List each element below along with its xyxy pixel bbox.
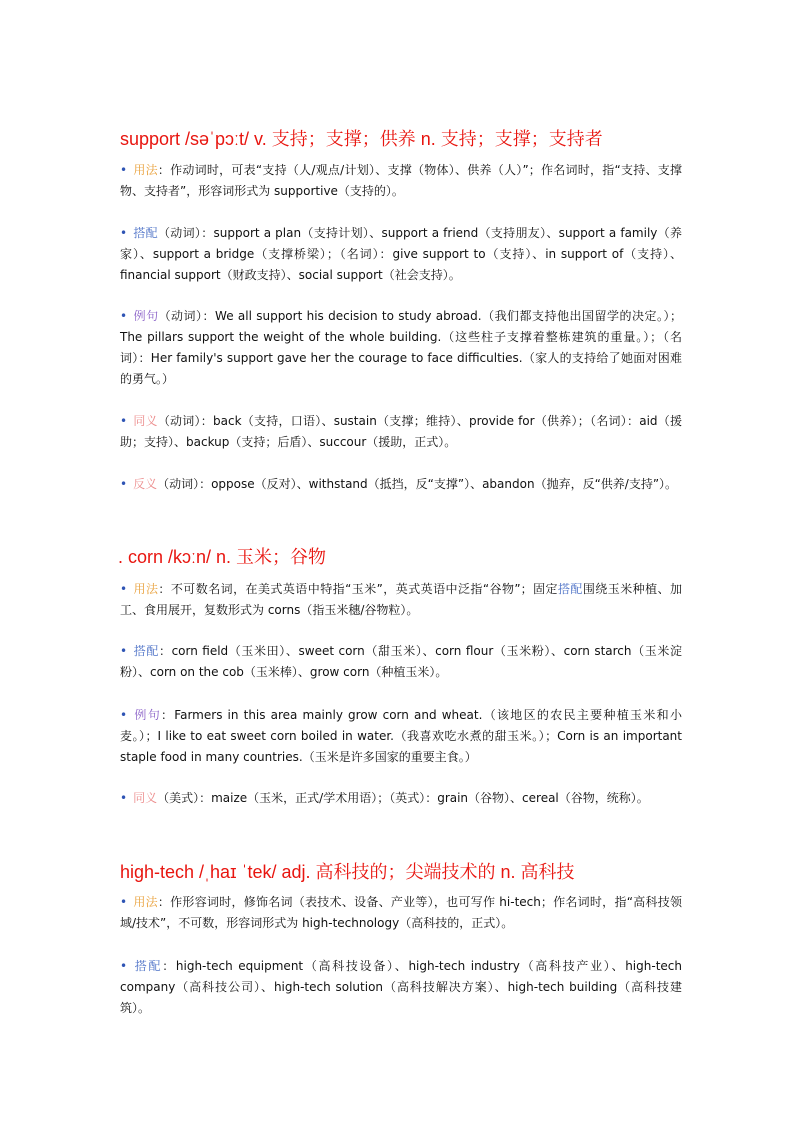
example-text: ：Farmers in this area mainly grow corn and wheat.（该地区的农民主要种植玉米和小麦。）；I like to eat sweet corn boiled in water.（我喜欢吃水煮的甜玉米。）；Corn is an important staple food in many countries.（玉米是许多国家的重要主食。）	[120, 708, 682, 764]
collocation-block	[120, 223, 682, 286]
bullet-icon: •	[120, 477, 128, 491]
bullet-icon: •	[120, 708, 128, 722]
antonym-block	[120, 474, 682, 495]
collocation-text: ：high-tech equipment（高科技设备）、high-tech industry（高科技产业）、high-tech company（高科技公司）、high-tech solution（高科技解决方案）、high-tech building（高科技建筑）。	[120, 959, 682, 1015]
usage-block	[120, 892, 682, 934]
usage-text: ：不可数名词，在美式英语中特指“玉米”，英式英语中泛指“谷物”；固定	[158, 582, 558, 596]
collocation-block	[120, 641, 682, 683]
antonym-label: 反义	[133, 477, 158, 491]
bullet-icon: •	[120, 791, 128, 805]
example-text: （动词）：We all support his decision to study abroad.（我们都支持他出国留学的决定。）；The pillars support the weight of the whole building.（这些柱子支撑着整栋建筑的重量。）；（名词）：Her family's support gave her the courage to face difficulties.（家人的支持给了她面对困难的勇气。）	[120, 309, 682, 386]
headword-corn: . corn /kɔːn/ n. 玉米；谷物	[118, 547, 327, 567]
synonym-block	[120, 788, 682, 809]
usage-label: 用法	[133, 582, 159, 596]
synonym-label: 同义	[133, 414, 158, 428]
usage-label: 用法	[133, 895, 158, 909]
synonym-text: （美式）：maize（玉米，正式/学术用语）；（英式）：grain（谷物）、cereal（谷物，统称）。	[157, 791, 649, 805]
bullet-icon: •	[120, 582, 128, 596]
headword-support: support /səˈpɔːt/ v. 支持；支撑；供养 n. 支持；支撑；支持者	[120, 129, 603, 149]
usage-label: 用法	[133, 163, 158, 177]
collocation-label: 搭配	[133, 644, 159, 658]
bullet-icon: •	[120, 895, 128, 909]
synonym-text: （动词）：back（支持，口语）、sustain（支撑；维持）、provide for（供养）；（名词）：aid（援助；支持）、backup（支持；后盾）、succour（援助，正式）。	[120, 414, 682, 449]
example-label: 例句	[133, 309, 159, 323]
bullet-icon: •	[120, 309, 128, 323]
usage-block	[120, 160, 682, 202]
collocation-block	[120, 956, 682, 1019]
example-block	[120, 705, 682, 768]
bullet-icon: •	[120, 414, 128, 428]
collocation-label: 搭配	[133, 226, 158, 240]
collocation-text: ：corn field（玉米田）、sweet corn（甜玉米）、corn flour（玉米粉）、corn starch（玉米淀粉）、corn on the cob（玉米棒）、grow corn（种植玉米）。	[120, 644, 682, 679]
collocation-label: 搭配	[133, 959, 163, 973]
bullet-icon: •	[120, 163, 128, 177]
example-label: 例句	[133, 708, 161, 722]
usage-text-cont: 围绕玉米种植、加工、食用展开，复数形式为 corns（指玉米穗/谷物粒）。	[120, 582, 682, 617]
inline-collocation-word: 搭配	[557, 582, 583, 596]
usage-text: ：作动词时，可表“支持（人/观点/计划）、支撑（物体）、供养（人）”；作名词时，指“支持、支撑物、支持者”，形容词形式为 supportive（支持的）。	[120, 163, 682, 198]
synonym-label: 同义	[133, 791, 158, 805]
usage-block	[120, 579, 682, 621]
synonym-block	[120, 411, 682, 453]
bullet-icon: •	[120, 644, 128, 658]
bullet-icon: •	[120, 226, 128, 240]
example-block	[120, 306, 682, 390]
collocation-text: （动词）：support a plan（支持计划）、support a friend（支持朋友）、support a family（养家）、support a bridge（支撑桥梁）；（名词）：give support to（支持）、in support of（支持）、financial support（财政支持）、social support（社会支持）。	[120, 226, 682, 282]
headword-high-tech: high-tech /ˌhaɪ ˈtek/ adj. 高科技的；尖端技术的 n. 高科技	[120, 862, 575, 882]
usage-text: ：作形容词时，修饰名词（表技术、设备、产业等），也可写作 hi-tech；作名词时，指“高科技领域/技术”，不可数，形容词形式为 high-technology（高科技的，正式）。	[120, 895, 682, 930]
antonym-text: （动词）：oppose（反对）、withstand（抵挡，反“支撑”）、abandon（抛弃，反“供养/支持”）。	[157, 477, 678, 491]
bullet-icon: •	[120, 959, 128, 973]
